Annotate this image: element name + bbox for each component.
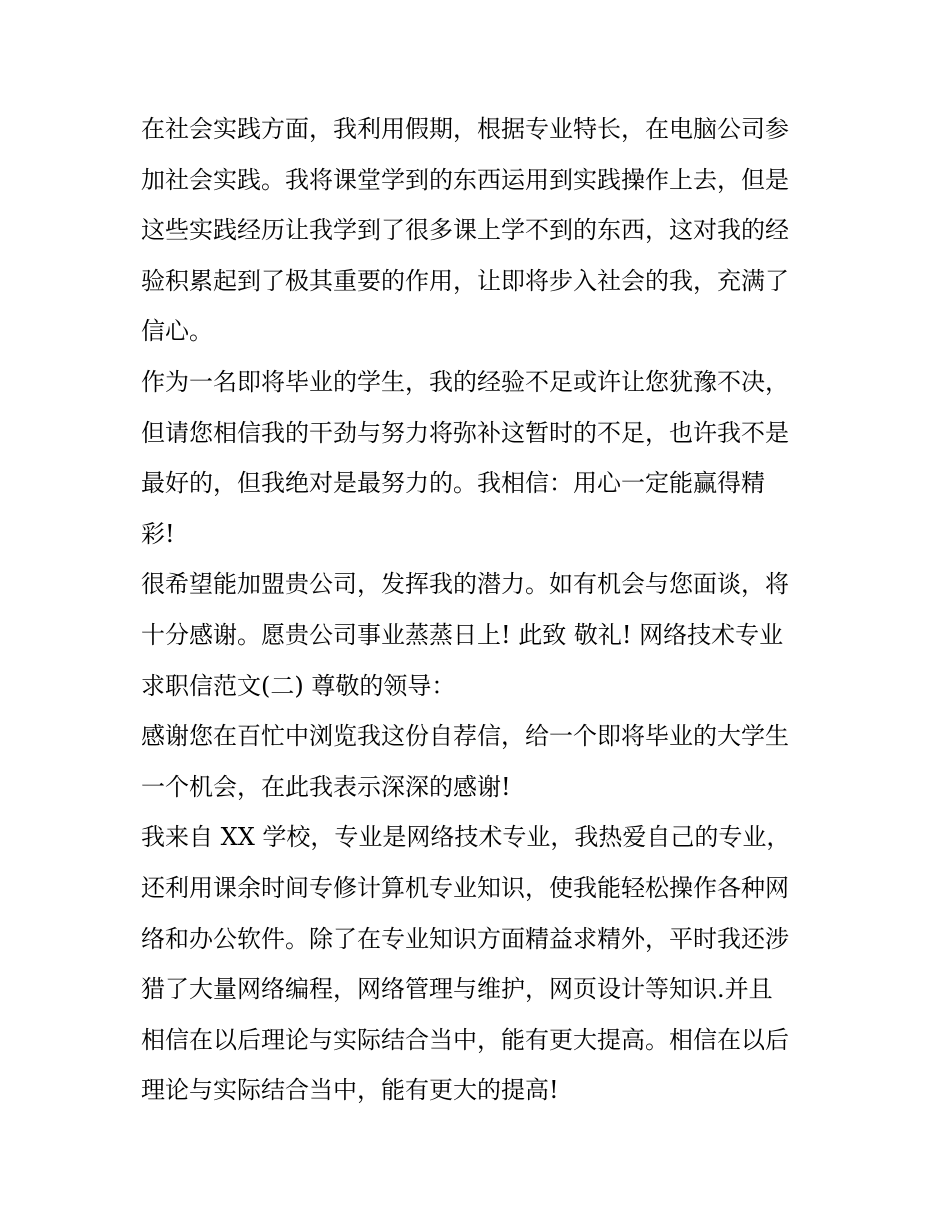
text-line: 理论与实际结合当中，能有更大的提高! bbox=[141, 1076, 559, 1105]
text-line: 信心。 bbox=[141, 317, 213, 346]
text-line: 我来自 XX 学校，专业是网络技术专业，我热爱自己的专业， bbox=[141, 823, 791, 852]
text-line: 验积累起到了极其重要的作用，让即将步入社会的我，充满了 bbox=[141, 266, 789, 295]
text-line: 感谢您在百忙中浏览我这份自荐信，给一个即将毕业的大学生 bbox=[141, 722, 789, 751]
document-body bbox=[141, 104, 813, 1116]
text-line: 很希望能加盟贵公司，发挥我的潜力。如有机会与您面谈，将 bbox=[141, 570, 789, 599]
text-line: 求职信范文(二) 尊敬的领导： bbox=[141, 671, 456, 700]
text-line: 作为一名即将毕业的学生，我的经验不足或许让您犹豫不决， bbox=[141, 367, 789, 396]
text-line: 加社会实践。我将课堂学到的东西运用到实践操作上去，但是 bbox=[141, 165, 789, 194]
text-line: 猎了大量网络编程，网络管理与维护，网页设计等知识.并且 bbox=[141, 975, 773, 1004]
text-line: 最好的，但我绝对是最努力的。我相信：用心一定能赢得精 bbox=[141, 469, 765, 498]
text-line: 彩! bbox=[141, 519, 175, 548]
text-line: 还利用课余时间专修计算机专业知识，使我能轻松操作各种网 bbox=[141, 873, 789, 902]
text-line: 这些实践经历让我学到了很多课上学不到的东西，这对我的经 bbox=[141, 216, 789, 245]
text-line: 一个机会，在此我表示深深的感谢! bbox=[141, 772, 511, 801]
text-line: 在社会实践方面，我利用假期，根据专业特长，在电脑公司参 bbox=[141, 115, 789, 143]
text-line: 十分感谢。愿贵公司事业蒸蒸日上! 此致 敬礼! 网络技术专业 bbox=[141, 620, 784, 649]
text-line: 相信在以后理论与实际结合当中，能有更大提高。相信在以后 bbox=[141, 1025, 789, 1054]
text-line: 络和办公软件。除了在专业知识方面精益求精外，平时我还涉 bbox=[141, 924, 789, 953]
text-line: 但请您相信我的干劲与努力将弥补这暂时的不足，也许我不是 bbox=[141, 418, 789, 447]
